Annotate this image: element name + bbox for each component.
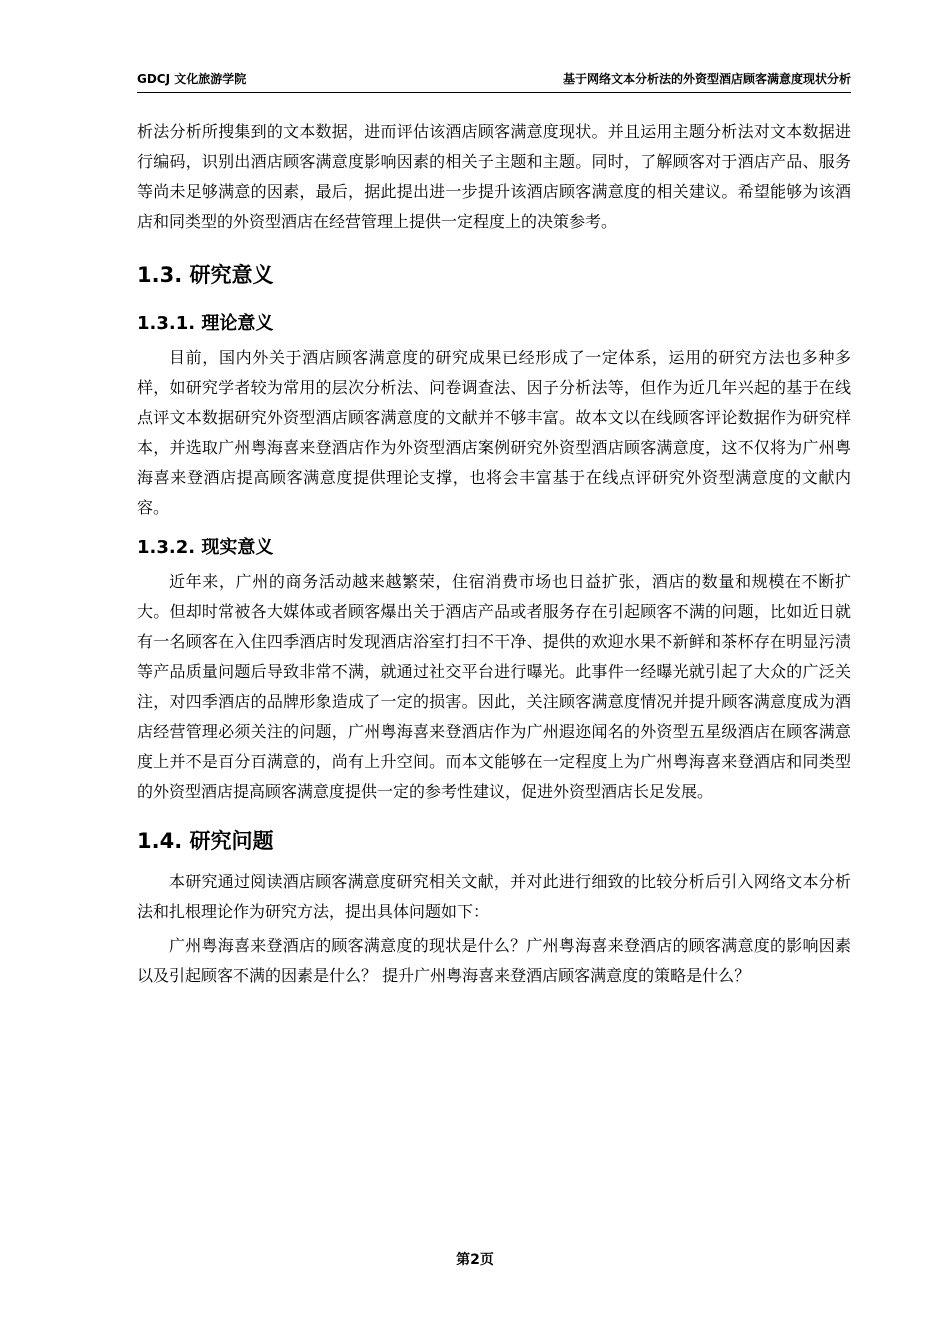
practical-significance-paragraph: 近年来，广州的商务活动越来越繁荣，住宿消费市场也日益扩张，酒店的数量和规模在不断扩大。但却时常被各大媒体或者顾客爆出关于酒店产品或者服务存在引起顾客不满的问题，比如近日就有一名顾客在入住四季酒店时发现酒店浴室打扫不干净、提供的欢迎水果不新鲜和茶杯存在明显污渍等产品质量问题后导致非常不满，就通过社交平台进行曝光。此事件一经曝光就引起了大众的广泛关注，对四季酒店的品牌形象造成了一定的损害。因此，关注顾客满意度情况并提升顾客满意度成为酒店经营管理必须关注的问题，广州粤海喜来登酒店作为广州遐迩闻名的外资型五星级酒店在顾客满意度上并不是百分百满意的，尚有上升空间。而本文能够在一定程度上为广州粤海喜来登酒店和同类型的外资型酒店提高顾客满意度提供一定的参考性建议，促进外资型酒店长足发展。 [137, 572, 851, 801]
page-header [137, 70, 851, 93]
section-1-3-2-heading: 1.3.2. 现实意义 [137, 537, 274, 558]
research-questions-intro: 本研究通过阅读酒店顾客满意度研究相关文献，并对此进行细致的比较分析后引入网络文本分析法和扎根理论作为研究方法，提出具体问题如下： [137, 872, 851, 921]
theoretical-significance-paragraph: 目前，国内外关于酒店顾客满意度的研究成果已经形成了一定体系，运用的研究方法也多种多样，如研究学者较为常用的层次分析法、问卷调查法、因子分析法等，但作为近几年兴起的基于在线点评文本数据研究外资型酒店顾客满意度的文献并不够丰富。故本文以在线顾客评论数据作为研究样本，并选取广州粤海喜来登酒店作为外资型酒店案例研究外资型酒店顾客满意度，这不仅将为广州粤海喜来登酒店提高顾客满意度提供理论支撑，也将会丰富基于在线点评研究外资型满意度的文献内容。 [137, 348, 851, 517]
research-questions-list: 广州粤海喜来登酒店的顾客满意度的现状是什么？广州粤海喜来登酒店的顾客满意度的影响因素以及引起顾客不满的因素是什么？ 提升广州粤海喜来登酒店顾客满意度的策略是什么？ [137, 936, 851, 985]
intro-paragraph: 析法分析所搜集到的文本数据，进而评估该酒店顾客满意度现状。并且运用主题分析法对文本数据进行编码，识别出酒店顾客满意度影响因素的相关子主题和主题。同时，了解顾客对于酒店产品、服务等尚未足够满意的因素，最后，据此提出进一步提升该酒店顾客满意度的相关建议。希望能够为该酒店和同类型的外资型酒店在经营管理上提供一定程度上的决策参考。 [137, 122, 851, 231]
page-number: 第2页 [456, 1252, 494, 1268]
section-1-3-heading: 1.3. 研究意义 [137, 263, 274, 287]
header-thesis-title: 基于网络文本分析法的外资型酒店顾客满意度现状分析 [562, 72, 851, 86]
header-institution: GDCJ 文化旅游学院 [137, 72, 247, 86]
section-1-4-heading: 1.4. 研究问题 [137, 829, 274, 853]
section-1-3-1-heading: 1.3.1. 理论意义 [137, 313, 274, 334]
page-content [137, 117, 851, 991]
